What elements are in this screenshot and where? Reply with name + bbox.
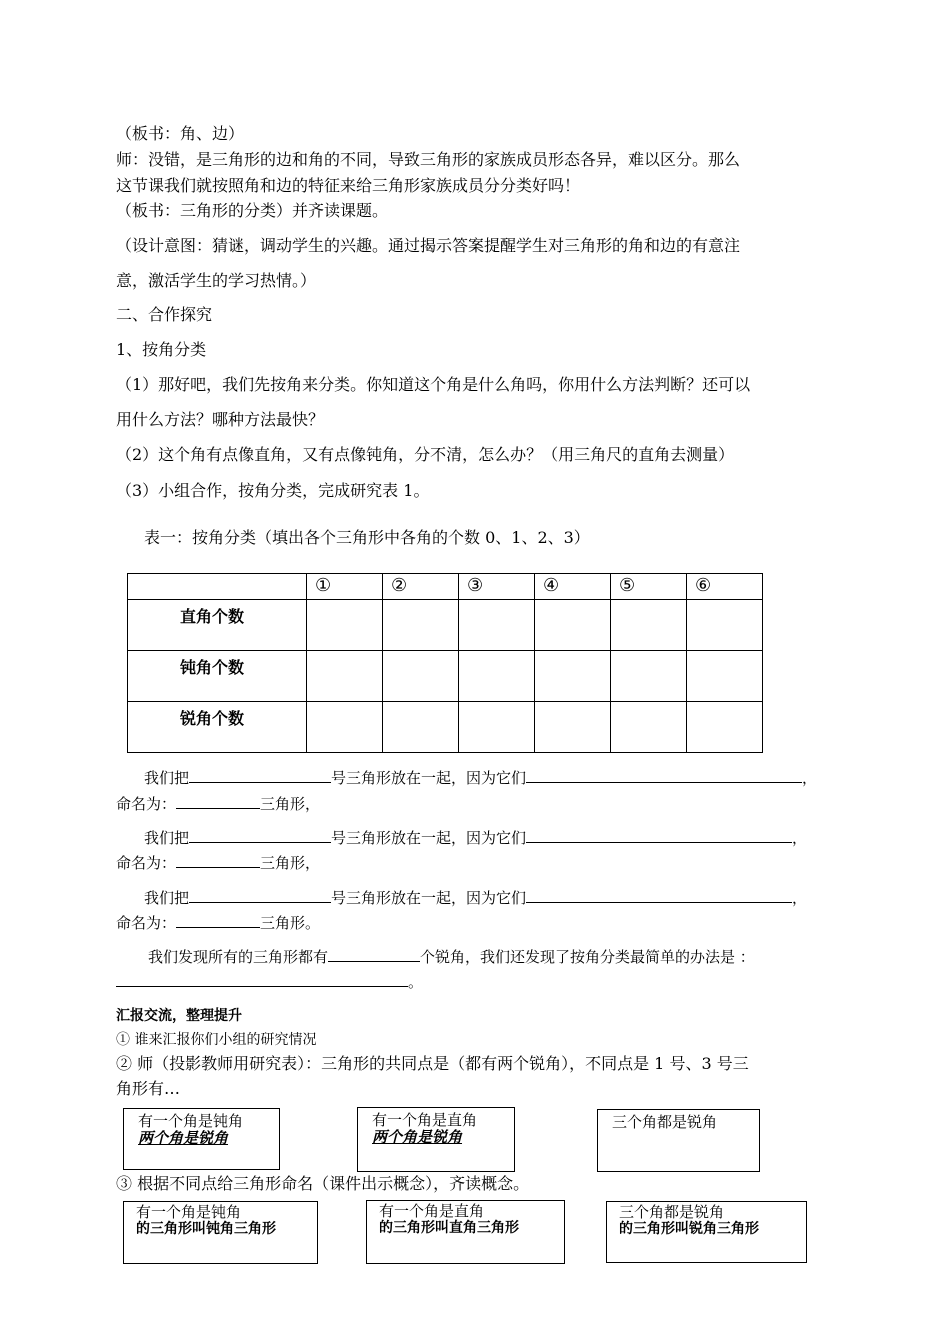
fill-text: ，	[792, 829, 808, 847]
angle-classification-table	[127, 573, 763, 753]
text-line: 意，激活学生的学习热情。）	[116, 271, 317, 290]
fill-text: 命名为：	[116, 914, 177, 932]
table-cell[interactable]	[687, 600, 763, 651]
feature-box	[357, 1107, 515, 1172]
row-label: 钝角个数	[128, 651, 307, 702]
table-header: ③	[459, 574, 535, 600]
table-cell[interactable]	[383, 600, 459, 651]
definition-box	[366, 1200, 565, 1264]
table-cell[interactable]	[611, 651, 687, 702]
blank[interactable]	[176, 911, 260, 928]
box-text: 有一个角是钝角	[138, 1112, 244, 1130]
table-cell[interactable]	[459, 702, 535, 753]
table-header: ①	[307, 574, 383, 600]
fill-text: 我们把	[144, 889, 190, 907]
blank[interactable]	[526, 886, 792, 903]
table-header: ④	[535, 574, 611, 600]
fill-text: 我们发现所有的三角形都有	[148, 948, 329, 966]
box-text: 两个角是锐角	[138, 1129, 229, 1147]
fill-line	[144, 886, 807, 908]
table-cell[interactable]	[307, 600, 383, 651]
table-header: ⑥	[687, 574, 763, 600]
subsection-heading: 1、按角分类	[116, 340, 207, 359]
fill-line	[116, 851, 320, 873]
table-header: ②	[383, 574, 459, 600]
table-cell[interactable]	[307, 651, 383, 702]
section-heading: 二、合作探究	[116, 305, 213, 324]
table-caption: 表一：按角分类（填出各个三角形中各角的个数 0、1、2、3）	[144, 528, 590, 547]
blank[interactable]	[189, 826, 331, 843]
blank[interactable]	[328, 945, 420, 962]
table-cell[interactable]	[383, 702, 459, 753]
table-cell[interactable]	[383, 651, 459, 702]
table-cell[interactable]	[535, 600, 611, 651]
text-line: （1）那好吧，我们先按角来分类。你知道这个角是什么角吗，你用什么方法判断？还可以	[116, 375, 751, 394]
fill-text: 三角形，	[260, 795, 321, 813]
blank[interactable]	[176, 792, 260, 809]
box-text: 有一个角是直角	[372, 1111, 478, 1129]
table-cell[interactable]	[611, 600, 687, 651]
box-text: 两个角是锐角	[372, 1128, 463, 1146]
fill-text: 个锐角，我们还发现了按角分类最简单的办法是 ：	[420, 948, 755, 966]
table-cell[interactable]	[611, 702, 687, 753]
blank[interactable]	[176, 851, 260, 868]
fill-text: 我们把	[144, 829, 190, 847]
fill-line	[144, 766, 817, 788]
box-text: 的三角形叫锐角三角形	[619, 1221, 759, 1237]
fill-text: 号三角形放在一起，因为它们	[331, 769, 527, 787]
table-cell[interactable]	[459, 651, 535, 702]
text-line: （设计意图：猜谜，调动学生的兴趣。通过揭示答案提醒学生对三角形的角和边的有意注	[116, 236, 741, 255]
text-line: （2）这个角有点像直角，又有点像钝角，分不清，怎么办？（用三角尺的直角去测量）	[116, 445, 735, 464]
table-header-empty	[128, 574, 307, 600]
fill-text: 三角形，	[260, 854, 321, 872]
table-cell[interactable]	[535, 702, 611, 753]
text-line: （板书：三角形的分类）并齐读课题。	[116, 201, 389, 220]
table-cell[interactable]	[535, 651, 611, 702]
table-cell[interactable]	[459, 600, 535, 651]
feature-box	[123, 1108, 280, 1170]
blank[interactable]	[189, 886, 331, 903]
text-line: ③ 根据不同点给三角形命名（课件出示概念），齐读概念。	[116, 1174, 530, 1193]
blank[interactable]	[189, 766, 331, 783]
text-line: 用什么方法？哪种方法最快？	[116, 410, 325, 429]
fill-text: 号三角形放在一起，因为它们	[331, 889, 527, 907]
box-text: 有一个角是钝角	[136, 1203, 242, 1221]
fill-text: ，	[792, 889, 808, 907]
fill-text: 命名为：	[116, 795, 177, 813]
table-header: ⑤	[611, 574, 687, 600]
feature-box	[597, 1109, 760, 1172]
table-cell[interactable]	[687, 651, 763, 702]
text-line: （3）小组合作，按角分类，完成研究表 1。	[116, 481, 430, 500]
fill-line	[144, 826, 807, 848]
box-text: 三个角都是锐角	[612, 1113, 718, 1131]
fill-text: ，	[802, 769, 818, 787]
definition-box	[123, 1201, 318, 1264]
fill-line	[116, 792, 320, 814]
box-text: 的三角形叫钝角三角形	[136, 1221, 276, 1237]
text-line: ② 师（投影教师用研究表）：三角形的共同点是（都有两个锐角），不同点是 1 号、3 号三	[116, 1054, 749, 1073]
blank[interactable]	[526, 826, 792, 843]
text-line: 这节课我们就按照角和边的特征来给三角形家族成员分分类好吗！	[116, 176, 581, 195]
fill-text: 号三角形放在一起，因为它们	[331, 829, 527, 847]
box-text: 有一个角是直角	[379, 1202, 485, 1220]
fill-text: 。	[408, 973, 424, 991]
fill-text: 三角形。	[260, 914, 321, 932]
text-line: （板书：角、边）	[116, 124, 245, 143]
fill-line	[148, 945, 755, 967]
fill-line	[116, 911, 320, 933]
box-text: 的三角形叫直角三角形	[379, 1220, 519, 1236]
definition-box	[606, 1201, 807, 1263]
box-text: 三个角都是锐角	[619, 1203, 725, 1221]
row-label: 锐角个数	[128, 702, 307, 753]
table-cell[interactable]	[307, 702, 383, 753]
row-label: 直角个数	[128, 600, 307, 651]
report-title: 汇报交流，整理提升	[116, 1008, 242, 1024]
text-line: 角形有…	[116, 1079, 181, 1098]
blank[interactable]	[526, 766, 802, 783]
table-cell[interactable]	[687, 702, 763, 753]
fill-text: 命名为：	[116, 854, 177, 872]
fill-text: 我们把	[144, 769, 190, 787]
blank[interactable]	[116, 970, 408, 987]
fill-line	[116, 970, 423, 992]
text-line: 师：没错，是三角形的边和角的不同，导致三角形的家族成员形态各异，难以区分。那么	[116, 150, 741, 169]
text-line: ① 谁来汇报你们小组的研究情况	[116, 1032, 317, 1048]
